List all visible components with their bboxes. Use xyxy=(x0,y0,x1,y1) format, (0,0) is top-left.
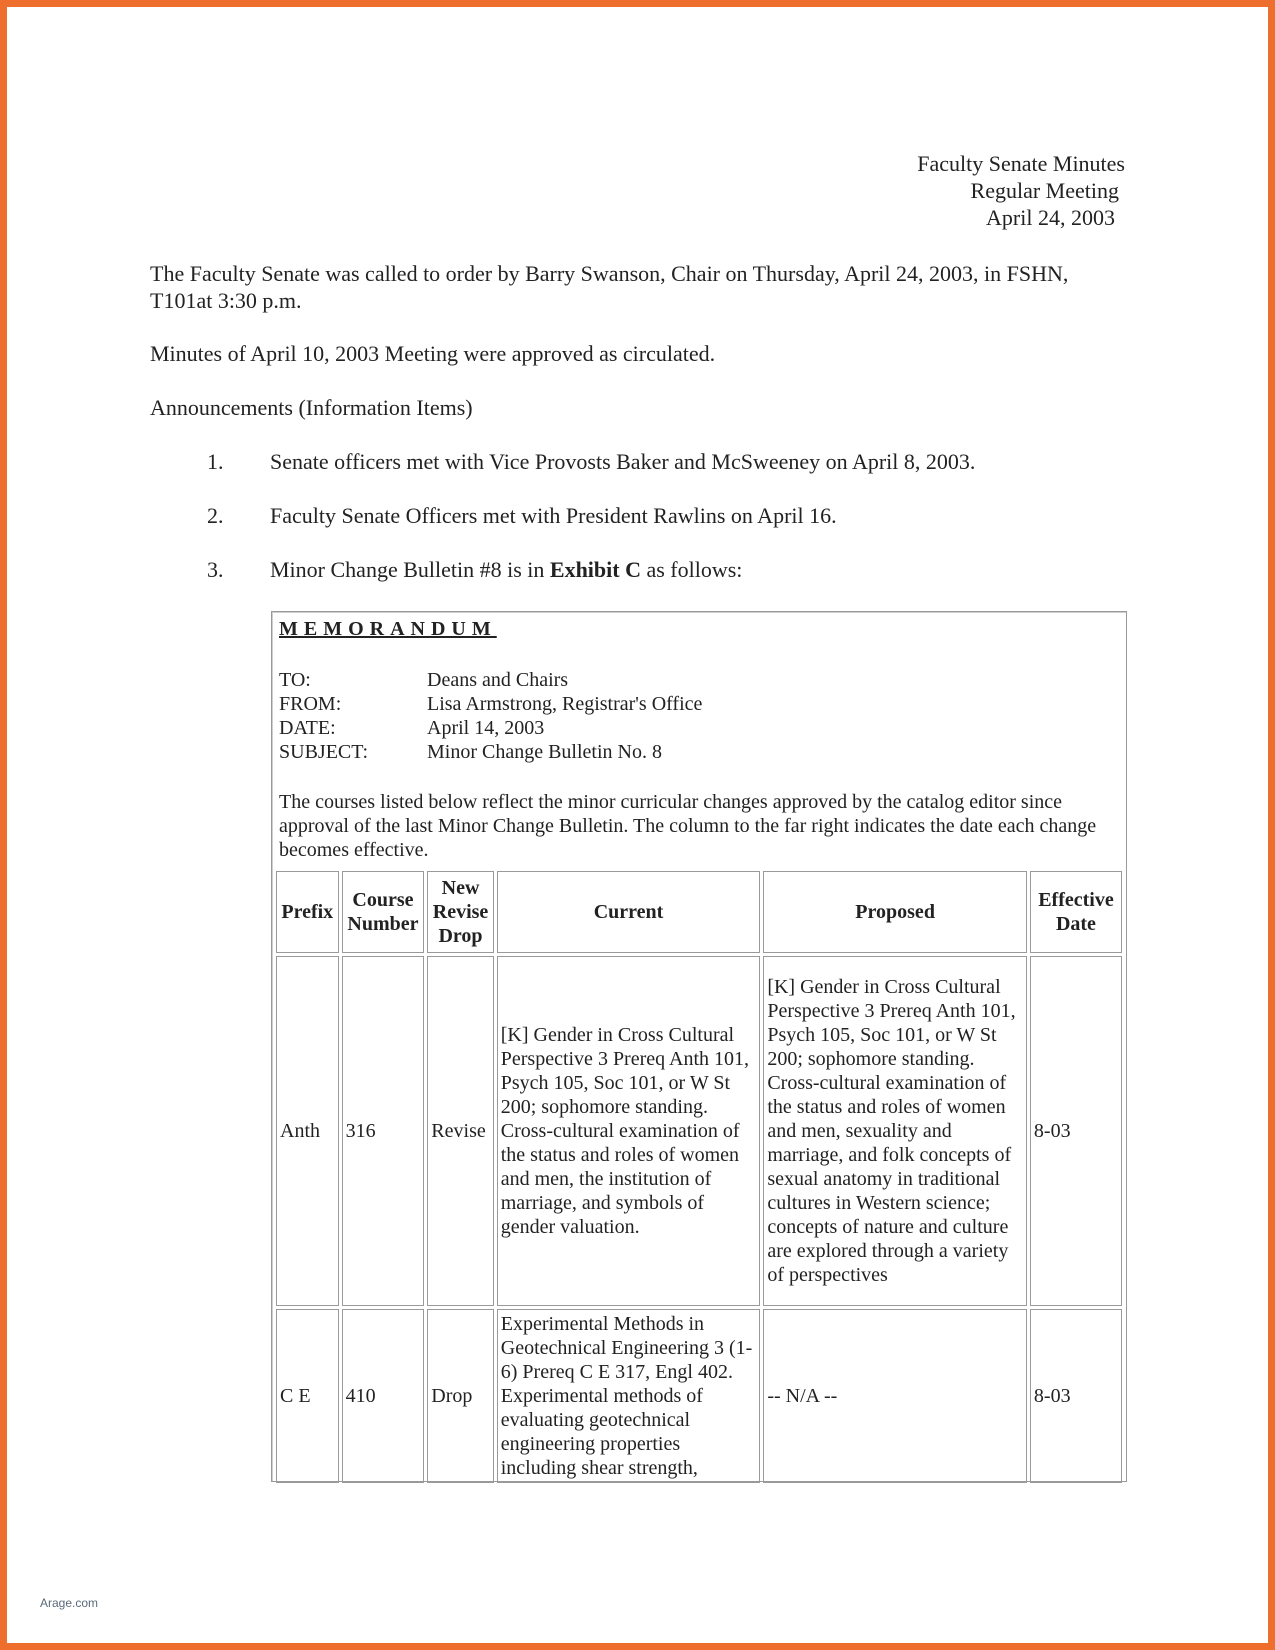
cell-proposed: [K] Gender in Cross Cultural Perspective 3 Prereq Anth 101, Psych 105, Soc 101, or W St 200; sophomore standing. Cross-cultural examination of the status and roles of women and men, sexuality and marriage, and folk concepts of sexual anatomy in traditional cultures in Western science; concepts of nature and culture are explored through a variety of perspectives xyxy=(763,956,1027,1306)
item-text-pre: Minor Change Bulletin #8 is in xyxy=(270,557,550,582)
item-text: Faculty Senate Officers met with President Rawlins on April 16. xyxy=(270,503,837,528)
announcement-item xyxy=(207,502,837,529)
cell-current: Experimental Methods in Geotechnical Engineering 3 (1-6) Prereq C E 317, Engl 402. Experimental methods of evaluating geotechnical engineering properties including shear strength, xyxy=(497,1309,761,1483)
memo-subject-row xyxy=(279,740,702,764)
header-prefix: Prefix xyxy=(276,871,339,953)
header-effective-date: Effective Date xyxy=(1030,871,1122,953)
memo-subject-value: Minor Change Bulletin No. 8 xyxy=(427,741,662,763)
item-text: Senate officers met with Vice Provosts Baker and McSweeney on April 8, 2003. xyxy=(270,449,976,474)
minutes-paragraph: Minutes of April 10, 2003 Meeting were approved as circulated. xyxy=(150,341,716,366)
memo-to-row xyxy=(279,668,702,692)
memo-from-row xyxy=(279,692,702,716)
header-proposed: Proposed xyxy=(763,871,1027,953)
memo-title: MEMORANDUM xyxy=(279,618,497,640)
memo-date-value: April 14, 2003 xyxy=(427,717,545,739)
table-row xyxy=(276,1309,1122,1483)
document-header xyxy=(917,150,1125,231)
memo-to-value: Deans and Chairs xyxy=(427,669,569,691)
memo-from-value: Lisa Armstrong, Registrar's Office xyxy=(427,693,703,715)
cell-action: Drop xyxy=(427,1309,493,1483)
item-text-post: as follows: xyxy=(640,557,743,582)
cell-proposed: -- N/A -- xyxy=(763,1309,1027,1483)
course-changes-table xyxy=(273,868,1125,1486)
memo-fields xyxy=(279,668,702,764)
cell-course-number: 316 xyxy=(342,956,425,1306)
memo-to-label: TO: xyxy=(279,669,311,691)
cell-prefix: Anth xyxy=(276,956,339,1306)
cell-effective-date: 8-03 xyxy=(1030,956,1122,1306)
header-date: April 24, 2003 xyxy=(986,205,1115,230)
cell-prefix: C E xyxy=(276,1309,339,1483)
announcements-heading: Announcements (Information Items) xyxy=(150,395,473,420)
header-action: New Revise Drop xyxy=(427,871,493,953)
memo-from-label: FROM: xyxy=(279,693,342,715)
cell-course-number: 410 xyxy=(342,1309,425,1483)
memorandum-box xyxy=(271,611,1127,1482)
memo-subject-label: SUBJECT: xyxy=(279,741,369,763)
header-meeting-type: Regular Meeting xyxy=(970,178,1119,203)
watermark: Arage.com xyxy=(40,1596,99,1610)
cell-current: [K] Gender in Cross Cultural Perspective 3 Prereq Anth 101, Psych 105, Soc 101, or W St 200; sophomore standing. Cross-cultural examination of the status and roles of women and men, the institution of marriage, and symbols of gender valuation. xyxy=(497,956,761,1306)
memo-date-label: DATE: xyxy=(279,717,336,739)
intro-paragraph: The Faculty Senate was called to order by Barry Swanson, Chair on Thursday, April 24, 2003, in FSHN, T101at 3:30 p.m. xyxy=(150,261,1069,313)
memo-intro: The courses listed below reflect the minor curricular changes approved by the catalog editor since approval of the last Minor Change Bulletin. The column to the far right indicates the date each change becomes effective. xyxy=(279,791,1097,861)
exhibit-reference: Exhibit C xyxy=(549,557,641,582)
table-header-row xyxy=(276,871,1122,953)
header-course-number: Course Number xyxy=(342,871,425,953)
cell-effective-date: 8-03 xyxy=(1030,1309,1122,1483)
item-number: 3. xyxy=(207,557,224,582)
item-number: 1. xyxy=(207,449,224,474)
item-number: 2. xyxy=(207,503,224,528)
announcement-item xyxy=(207,448,975,475)
header-current: Current xyxy=(497,871,761,953)
memo-date-row xyxy=(279,716,702,740)
header-title: Faculty Senate Minutes xyxy=(917,151,1125,176)
cell-action: Revise xyxy=(427,956,493,1306)
announcement-item xyxy=(207,556,742,583)
table-row xyxy=(276,956,1122,1306)
